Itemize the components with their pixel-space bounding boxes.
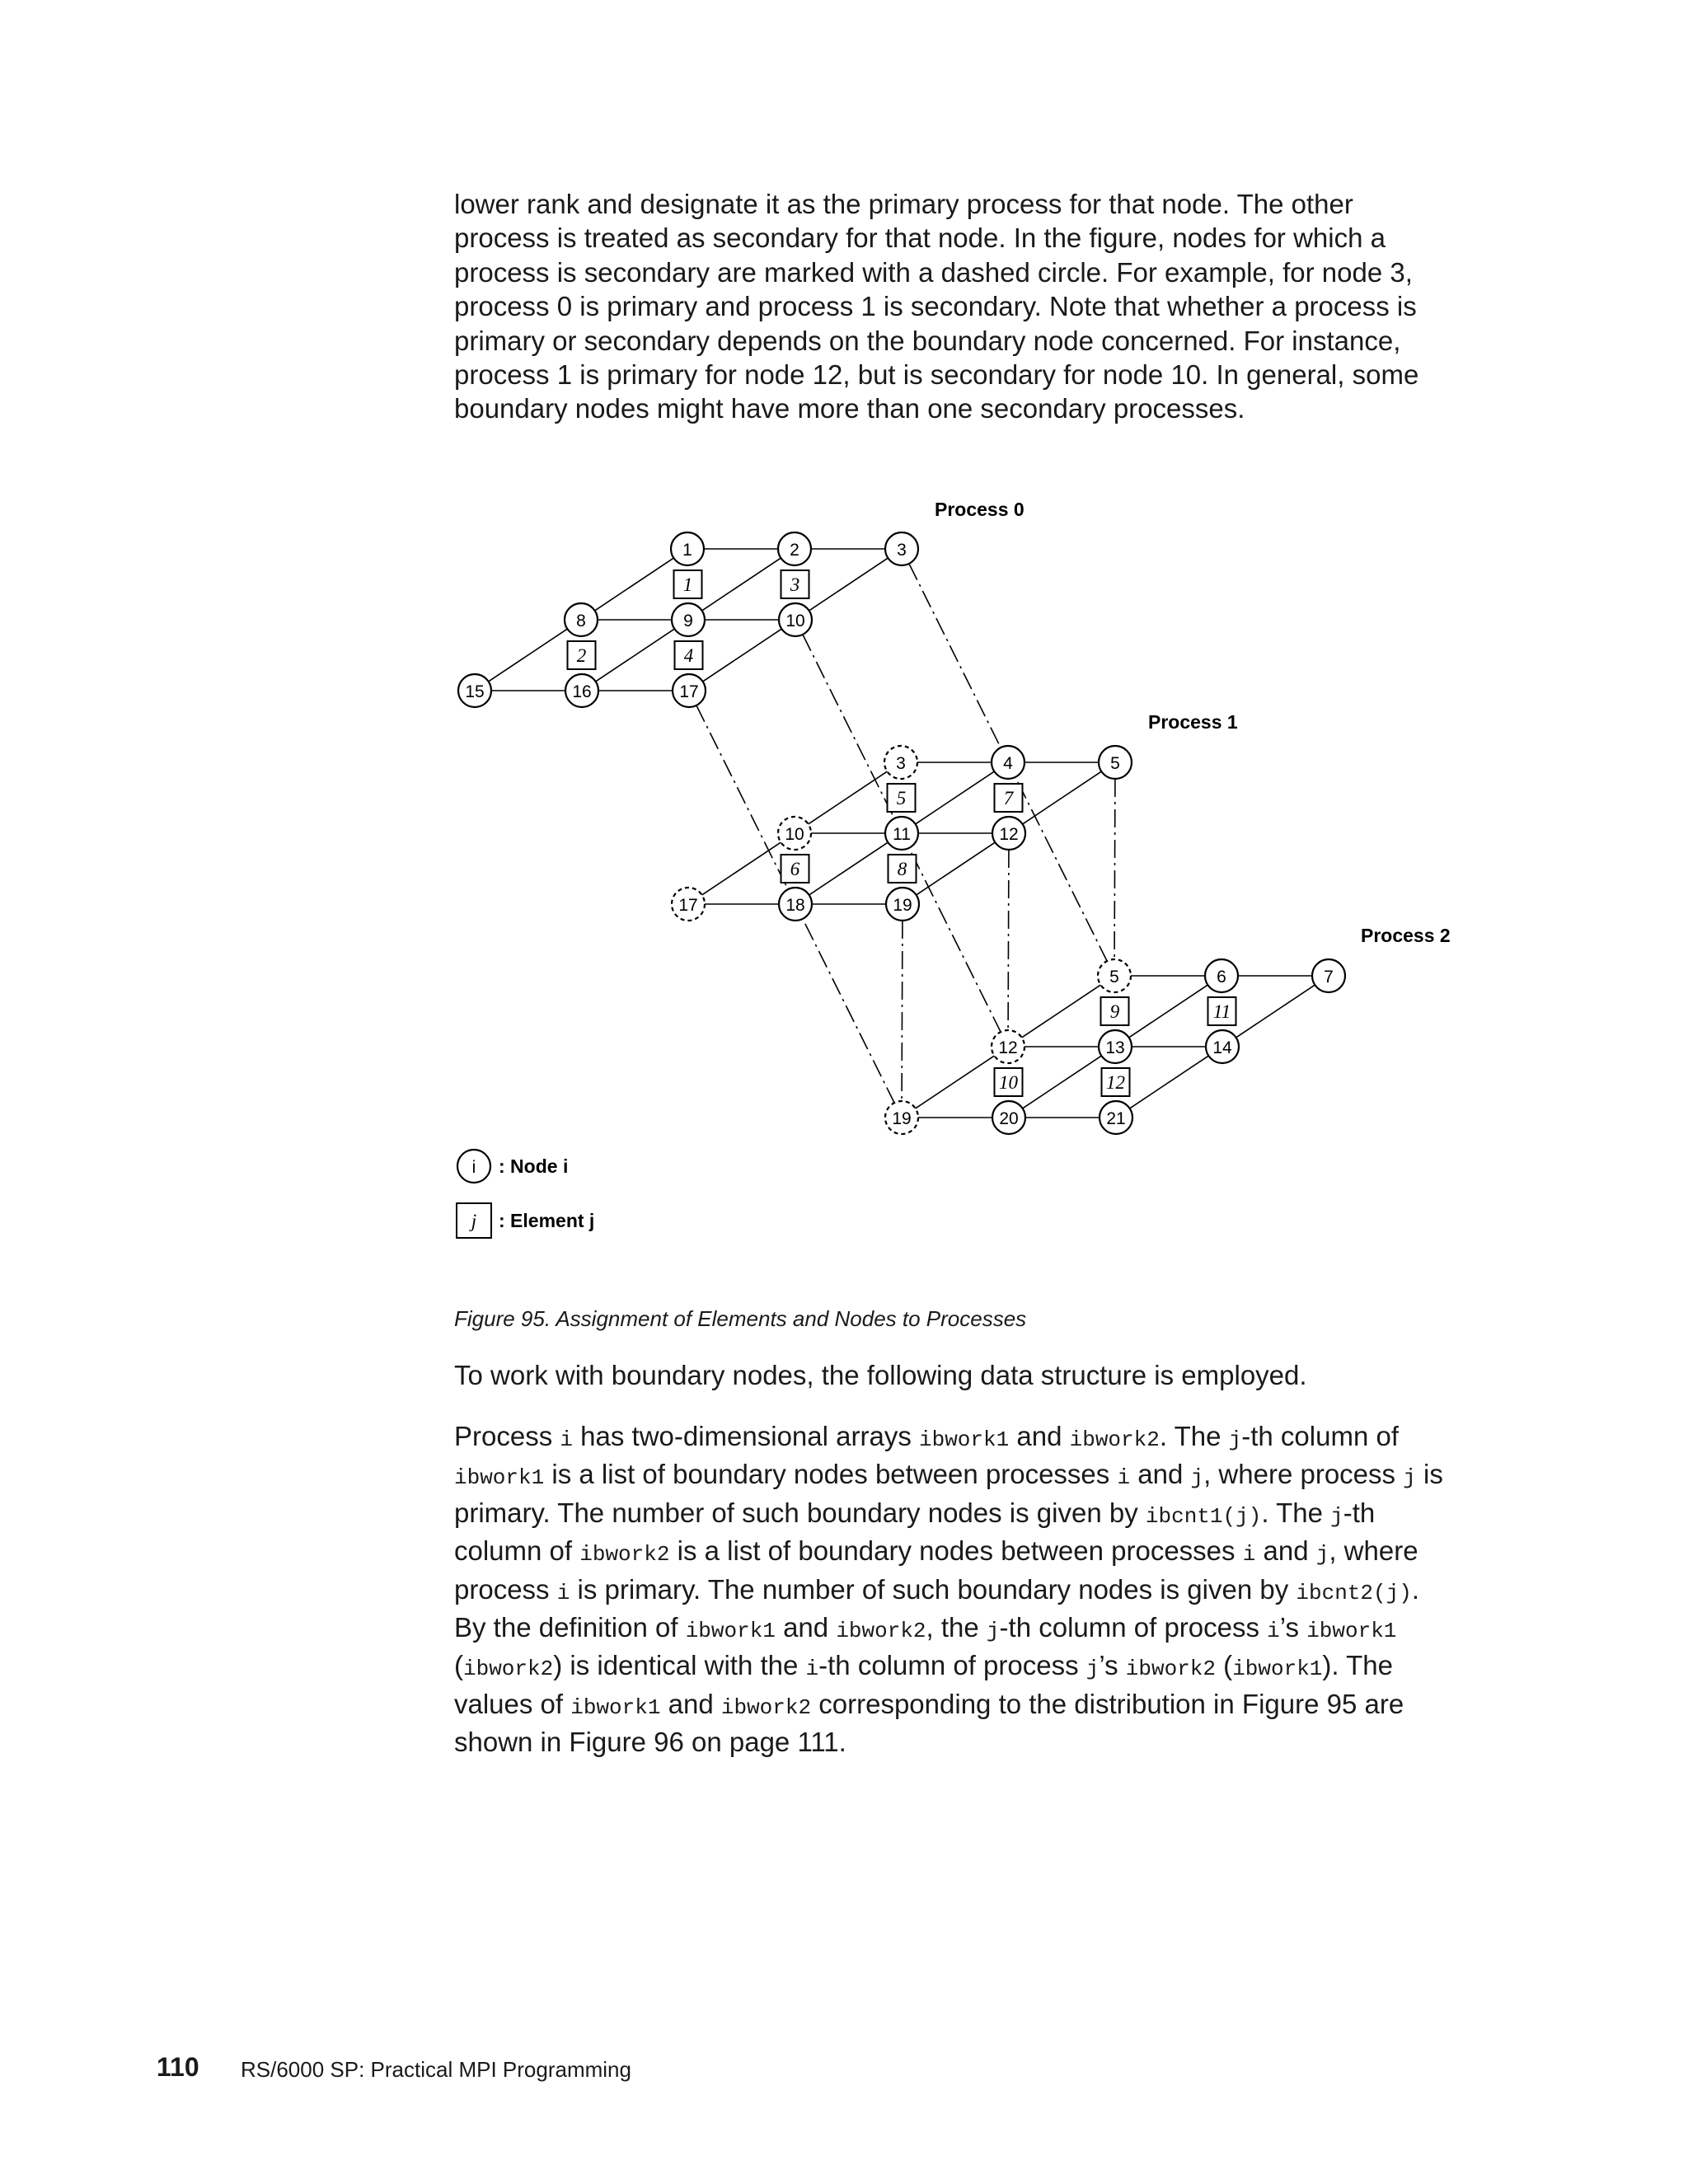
diagonal-edge (1023, 1056, 1102, 1108)
node-label: 13 (1105, 1038, 1125, 1057)
text-segment: and (660, 1688, 721, 1719)
primary-node (1205, 959, 1238, 992)
node-label: 17 (679, 682, 699, 701)
text-line: process 1 is primary for node 12, but is secondary for node 10. In general, some (454, 359, 1419, 391)
element-label: 5 (896, 788, 907, 808)
text-segment: By the definition of (454, 1612, 686, 1643)
text-segment: ) is identical with the (553, 1650, 806, 1681)
node-label: 3 (897, 541, 907, 560)
element-box (781, 855, 809, 883)
secondary-node (1098, 959, 1131, 992)
inline-code: ibwork1 (570, 1694, 661, 1720)
node-label: 1 (682, 541, 692, 560)
text-line: lower rank and designate it as the primary process for that node. The other (454, 189, 1353, 219)
text-segment: -th column of process (999, 1612, 1268, 1643)
inline-code: ibwork1 (454, 1465, 545, 1491)
inline-code: j (1228, 1427, 1242, 1452)
text-line: process 0 is primary and process 1 is secondary. Note that whether a process is (454, 291, 1417, 322)
inline-code: ibwork2 (1069, 1427, 1160, 1452)
primary-node (458, 674, 491, 707)
diagonal-edge (1236, 985, 1315, 1038)
node-label: 15 (465, 682, 485, 701)
primary-node (671, 532, 704, 565)
inline-code: i (556, 1580, 570, 1605)
inline-code: i (1117, 1465, 1131, 1491)
text-segment: , the (926, 1612, 987, 1643)
element-label: 2 (576, 645, 587, 666)
node-label: 12 (999, 825, 1019, 844)
primary-node (885, 817, 918, 850)
diagonal-edge (1022, 985, 1101, 1038)
text-line: process is secondary are marked with a dashed circle. For example, for node 3, (454, 256, 1413, 288)
element-box (675, 641, 703, 669)
primary-node (779, 888, 812, 921)
inline-code: i (560, 1427, 573, 1452)
inline-code: ibwork2 (836, 1619, 926, 1644)
primary-node (1100, 1101, 1132, 1134)
node-label: 11 (893, 825, 911, 844)
process-label: Process 2 (1361, 925, 1451, 946)
text-segment: ’s (1279, 1612, 1307, 1643)
text-segment: has two-dimensional arrays (572, 1421, 919, 1451)
node-label: 19 (893, 896, 912, 915)
legend (457, 1150, 594, 1238)
diagonal-edge (809, 558, 889, 611)
text-segment: and (1130, 1459, 1191, 1490)
text-segment: , where process (1203, 1459, 1404, 1490)
element-label: 4 (683, 645, 694, 666)
text-segment: values of (454, 1688, 571, 1719)
diagonal-edge (1130, 1056, 1209, 1108)
primary-node (565, 603, 598, 636)
text-segment: . The (1159, 1421, 1229, 1451)
text-segment: -th (1343, 1497, 1376, 1528)
element-box (1208, 997, 1236, 1025)
node-label: 14 (1212, 1038, 1232, 1057)
text-segment: -th column of (1241, 1421, 1399, 1451)
figure-caption: Figure 95. Assignment of Elements and Nodes to Processes (454, 1306, 1027, 1331)
text-line: boundary nodes might have more than one secondary processes. (454, 393, 1245, 424)
node-label: 9 (683, 612, 693, 630)
text-segment: is primary. The number of such boundary nodes is given by (570, 1573, 1296, 1605)
inline-code: i (1267, 1619, 1280, 1644)
text-line: process is treated as secondary for that node. In the figure, nodes for which a (454, 223, 1386, 254)
running-title: RS/6000 SP: Practical MPI Programming (241, 2057, 631, 2082)
process-assignment-diagram (445, 486, 1484, 1286)
primary-node (673, 674, 706, 707)
secondary-node (884, 746, 917, 779)
inline-code: ibcnt2(j) (1296, 1580, 1412, 1605)
text-segment: . (1411, 1573, 1419, 1605)
primary-node (672, 603, 705, 636)
node-label: 16 (572, 682, 592, 701)
element-label: 7 (1003, 788, 1014, 808)
text-segment: ). The (1322, 1650, 1393, 1681)
inline-code: ibcnt1(j) (1145, 1503, 1262, 1529)
process-link (1008, 850, 1009, 1030)
text-segment: Process (454, 1421, 560, 1451)
node-label: 12 (998, 1038, 1018, 1057)
node-label: 18 (785, 896, 805, 915)
diagonal-edge (916, 771, 995, 824)
element-box (1101, 997, 1129, 1025)
node-label: 10 (785, 825, 804, 844)
primary-node (992, 746, 1025, 779)
inline-code: j (1315, 1542, 1329, 1568)
element-box (889, 855, 917, 883)
legend-node-text: : Node i (499, 1155, 569, 1177)
page-number: 110 (157, 2052, 199, 2082)
element-label: 3 (790, 574, 800, 595)
element-label: 1 (682, 574, 693, 595)
text-segment: process (454, 1573, 557, 1605)
diagonal-edge (916, 1056, 995, 1108)
primary-node (565, 674, 598, 707)
primary-node (992, 817, 1025, 850)
inline-code: ibwork2 (1125, 1657, 1217, 1682)
inline-code: j (1403, 1465, 1416, 1491)
element-label: 6 (790, 859, 800, 879)
element-box (995, 784, 1023, 812)
text-segment: is a list of boundary nodes between processes (544, 1459, 1118, 1490)
paragraph-data-structure: To work with boundary nodes, the following data structure is employed. (454, 1360, 1307, 1390)
diagonal-edge (596, 629, 675, 682)
element-label: 12 (1106, 1072, 1125, 1093)
node-label: 17 (678, 896, 698, 915)
inline-code: j (1190, 1465, 1204, 1491)
element-label: 11 (1212, 1001, 1231, 1022)
inline-code: ibwork1 (1306, 1619, 1397, 1644)
text-line: primary or secondary depends on the boundary node concerned. For instance, (454, 325, 1401, 356)
node-label: 8 (576, 612, 586, 630)
secondary-node (992, 1030, 1025, 1063)
node-label: 4 (1003, 754, 1013, 773)
inline-code: ibwork2 (463, 1657, 554, 1682)
secondary-node (778, 817, 811, 850)
element-box (674, 570, 702, 598)
node-label: 2 (790, 541, 799, 560)
text-segment: shown in Figure 96 on page 111. (454, 1727, 846, 1758)
inline-code: ibwork2 (720, 1694, 812, 1720)
paragraph-intro (454, 187, 1476, 426)
text-segment: ( (454, 1650, 463, 1681)
primary-node (1206, 1030, 1239, 1063)
element-box (888, 784, 916, 812)
primary-node (886, 888, 919, 921)
inline-code: i (805, 1657, 819, 1682)
element-box (568, 641, 596, 669)
text-segment: corresponding to the distribution in Figure 95 are (811, 1688, 1404, 1719)
element-box (1102, 1068, 1130, 1096)
diagonal-edge (703, 629, 782, 682)
text-segment: , where (1329, 1535, 1418, 1567)
process-link (1114, 779, 1115, 959)
inline-code: j (986, 1619, 1000, 1644)
inline-code: j (1330, 1503, 1343, 1529)
inline-code: i (1242, 1542, 1256, 1568)
node-label: 3 (896, 754, 906, 773)
primary-node (1099, 746, 1132, 779)
text-segment: column of (454, 1535, 580, 1567)
secondary-node (885, 1101, 918, 1134)
inline-code: ibwork1 (685, 1619, 776, 1644)
text-segment: and (1009, 1421, 1070, 1451)
text-segment: ( (1216, 1650, 1233, 1681)
element-label: 9 (1109, 1001, 1120, 1022)
secondary-node (672, 888, 705, 921)
primary-node (1312, 959, 1345, 992)
paragraph-arrays (454, 1419, 1476, 1760)
element-label: 10 (999, 1072, 1018, 1093)
process-label: Process 0 (935, 499, 1025, 520)
text-segment: ’s (1099, 1650, 1126, 1681)
process-link (902, 921, 903, 1101)
node-label: 10 (785, 612, 805, 630)
node-label: 5 (1110, 754, 1120, 773)
node-label: 20 (999, 1109, 1019, 1128)
diagonal-edge (702, 558, 781, 611)
node-label: 19 (892, 1109, 912, 1128)
primary-node (779, 603, 812, 636)
text-segment: . The (1261, 1497, 1331, 1528)
process-label: Process 1 (1148, 711, 1238, 733)
element-box (995, 1068, 1023, 1096)
text-segment: and (775, 1612, 837, 1643)
diagonal-edge (809, 842, 889, 895)
primary-node (1099, 1030, 1132, 1063)
primary-node (992, 1101, 1025, 1134)
legend-element-text: : Element j (499, 1210, 595, 1231)
element-box (781, 570, 809, 598)
text-segment: primary. The number of such boundary nodes is given by (454, 1497, 1146, 1528)
figure-95 (445, 486, 1484, 1286)
primary-node (778, 532, 811, 565)
element-label: 8 (897, 859, 907, 879)
text-segment: -th column of process (818, 1650, 1086, 1681)
text-segment: is (1415, 1459, 1443, 1490)
inline-code: ibwork1 (919, 1427, 1010, 1452)
primary-node (885, 532, 918, 565)
text-segment: is a list of boundary nodes between processes (669, 1535, 1243, 1567)
text-segment: and (1255, 1535, 1316, 1567)
inline-code: ibwork1 (1232, 1657, 1323, 1682)
node-label: 5 (1109, 968, 1119, 987)
node-label: 6 (1217, 968, 1226, 987)
diagonal-edge (595, 558, 674, 611)
legend-node-symbol: i (471, 1158, 476, 1177)
diagonal-edge (489, 629, 568, 682)
node-label: 21 (1106, 1109, 1126, 1128)
inline-code: ibwork2 (579, 1542, 670, 1568)
diagonal-edge (1129, 985, 1208, 1038)
inline-code: j (1085, 1657, 1100, 1682)
node-label: 7 (1324, 968, 1334, 987)
legend-element-symbol: j (471, 1211, 477, 1231)
